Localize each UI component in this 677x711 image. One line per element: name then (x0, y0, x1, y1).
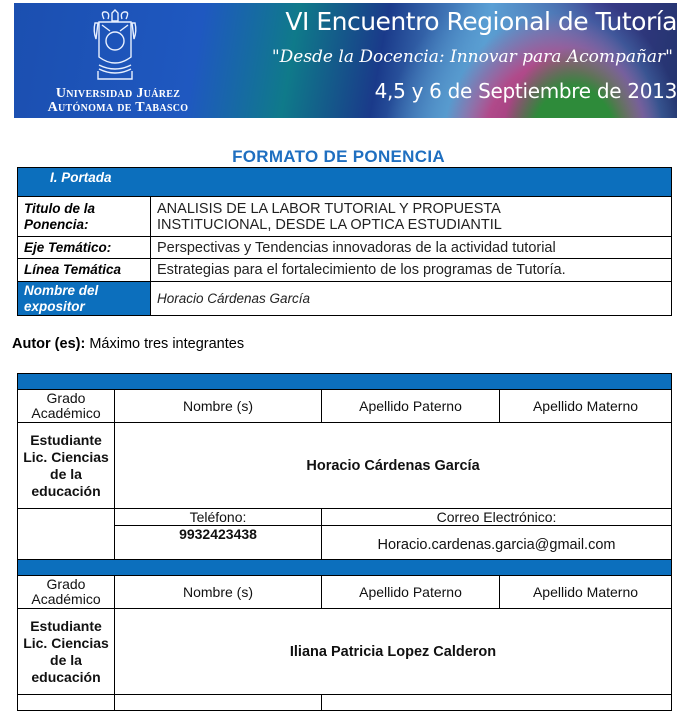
event-banner (14, 3, 677, 118)
contact-label-row (18, 509, 672, 526)
author-separator-bar (18, 374, 672, 390)
author-grado: Estudiante Lic. Ciencias de la educación (18, 609, 115, 695)
event-slogan: "Desde la Docencia: Innovar para Acompañar" (271, 47, 673, 67)
event-dates: 4,5 y 6 de Septiembre de 2013 (374, 79, 677, 103)
document-title: FORMATO DE PONENCIA (232, 147, 445, 166)
author-separator-bar (18, 560, 672, 576)
author-separator-row (18, 374, 672, 390)
header-grado: Grado Académico (18, 576, 115, 609)
email-label: Correo Electrónico: (322, 509, 672, 526)
table-row (18, 197, 672, 237)
header-apellido-materno: Apellido Materno (500, 390, 672, 423)
contact-empty-cell (18, 509, 115, 560)
authors-label-bold: Autor (es): (12, 336, 86, 352)
header-apellido-paterno: Apellido Paterno (322, 390, 500, 423)
university-name-line1: Universidad Juárez (55, 86, 181, 101)
expositor-value: Horacio Cárdenas García (151, 282, 672, 316)
phone-value: 9932423438 (115, 526, 322, 560)
author-header-row (18, 390, 672, 423)
authors-label (12, 336, 244, 352)
titulo-value: ANALISIS DE LA LABOR TUTORIAL Y PROPUESTA INSTITUCIONAL, DESDE LA OPTICA ESTUDIANTIL (151, 197, 672, 237)
author-row (18, 609, 672, 695)
header-apellido-paterno: Apellido Paterno (322, 576, 500, 609)
contact-empty-cell (322, 695, 672, 711)
titulo-label: Titulo de la Ponencia: (18, 197, 151, 237)
header-apellido-materno: Apellido Materno (500, 576, 672, 609)
author-full-name: Horacio Cárdenas García (115, 423, 672, 509)
event-title: VI Encuentro Regional de Tutoría (285, 7, 677, 36)
author-full-name: Iliana Patricia Lopez Calderon (115, 609, 672, 695)
portada-section-label: I. Portada (18, 168, 672, 197)
table-row (18, 237, 672, 259)
contact-label-row (18, 695, 672, 711)
table-row (18, 282, 672, 316)
university-crest-icon (90, 9, 140, 85)
author-separator-row (18, 560, 672, 576)
phone-label: Teléfono: (115, 509, 322, 526)
portada-section-row (18, 168, 672, 197)
contact-empty-cell (18, 695, 115, 711)
linea-tematica-value: Estrategias para el fortalecimiento de los programas de Tutoría. (151, 259, 672, 282)
header-nombre: Nombre (s) (115, 390, 322, 423)
author-grado: Estudiante Lic. Ciencias de la educación (18, 423, 115, 509)
portada-table (17, 167, 672, 316)
contact-value-row (18, 526, 672, 560)
table-row (18, 259, 672, 282)
eje-tematico-value: Perspectivas y Tendencias innovadoras de la actividad tutorial (151, 237, 672, 259)
expositor-label: Nombre del expositor (18, 282, 151, 316)
authors-label-note: Máximo tres integrantes (85, 336, 245, 352)
email-value: Horacio.cardenas.garcia@gmail.com (322, 526, 672, 560)
linea-tematica-label: Línea Temática (18, 259, 151, 282)
header-nombre: Nombre (s) (115, 576, 322, 609)
header-grado: Grado Académico (18, 390, 115, 423)
university-name-line2: Autónoma de Tabasco (47, 100, 189, 115)
author-header-row (18, 576, 672, 609)
contact-empty-cell (115, 695, 322, 711)
eje-tematico-label: Eje Temático: (18, 237, 151, 259)
university-name (28, 87, 208, 115)
authors-table (17, 373, 672, 711)
author-row (18, 423, 672, 509)
